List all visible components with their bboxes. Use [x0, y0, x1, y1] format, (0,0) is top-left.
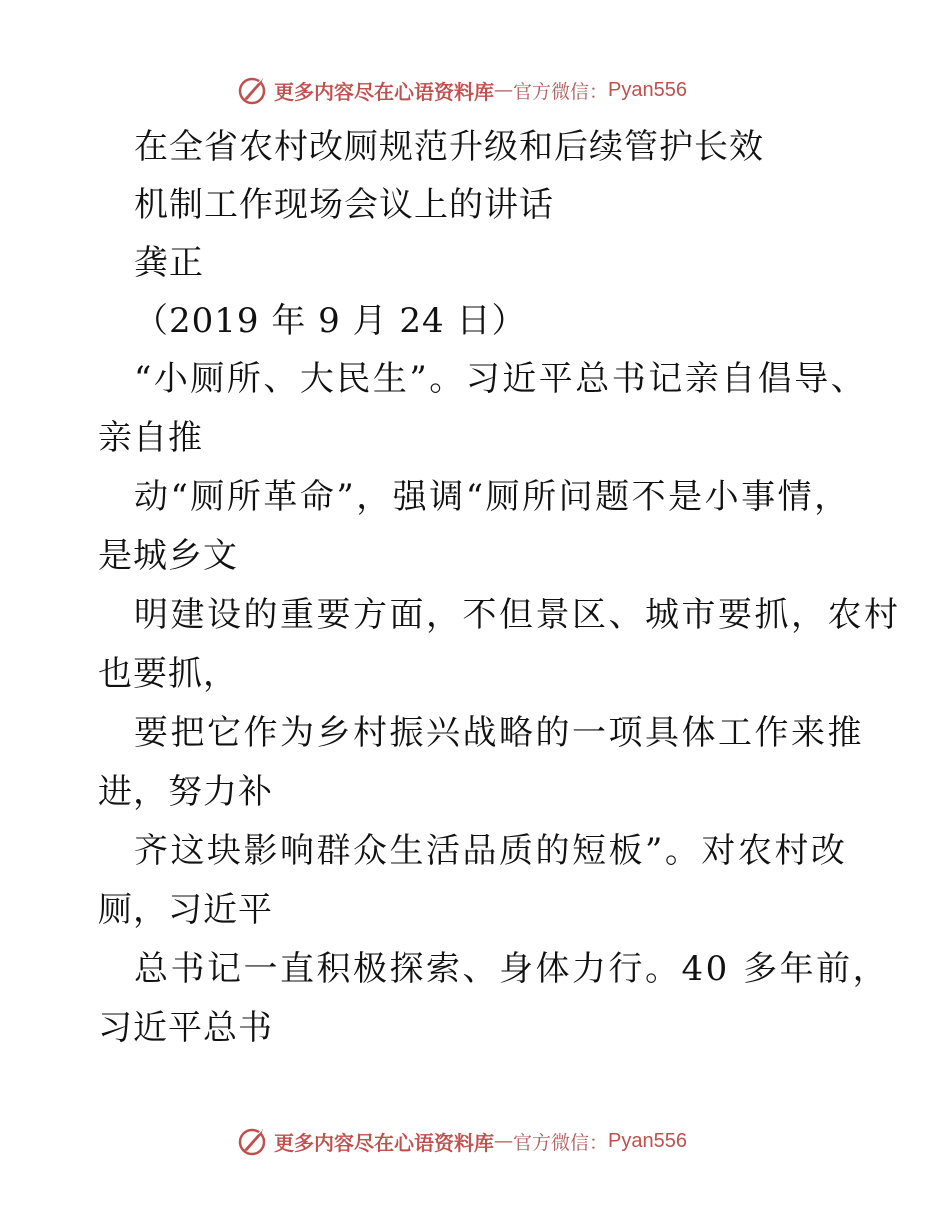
watermark-wechat-prefix: 官方微信： — [513, 80, 609, 103]
watermark-text: 更多内容尽在心语资料库 — [274, 79, 494, 104]
watermark-separator: — — [494, 79, 513, 101]
watermark-wechat-id: Pyan556 — [608, 78, 687, 101]
paragraph-line: 厕，习近平 — [98, 890, 273, 930]
watermark-text: 更多内容尽在心语资料库 — [274, 1130, 494, 1155]
watermark-banner-bottom — [0, 1121, 950, 1161]
paragraph-line: 明建设的重要方面，不但景区、城市要抓，农村 — [134, 595, 901, 635]
paragraph-line: 也要抓， — [98, 654, 238, 694]
watermark-wechat-id: Pyan556 — [608, 1129, 687, 1152]
paragraph-line: 动“厕所革命”，强调“厕所问题不是小事情， — [134, 477, 851, 517]
paragraph-line: 总书记一直积极探索、身体力行。40 多年前， — [134, 949, 890, 989]
paragraph-line: “小厕所、大民生”。习近平总书记亲自倡导、 — [134, 359, 868, 399]
paragraph-line: 亲自推 — [98, 418, 203, 458]
watermark-separator: — — [494, 1130, 513, 1152]
quill-pen-circle-icon — [236, 1125, 268, 1157]
paragraph-line: 习近平总书 — [98, 1008, 273, 1048]
paragraph-line: 齐这块影响群众生活品质的短板”。对农村改 — [134, 831, 848, 871]
author: 龚正 — [134, 243, 204, 283]
title-line-2: 机制工作现场会议上的讲话 — [134, 185, 554, 225]
paragraph-line: 进，努力补 — [98, 772, 273, 812]
quill-pen-circle-icon — [236, 74, 268, 106]
date-line: （2019 年 9 月 24 日） — [134, 301, 527, 341]
watermark-banner-top — [0, 70, 950, 110]
paragraph-line: 是城乡文 — [98, 536, 238, 576]
title-line-1: 在全省农村改厕规范升级和后续管护长效 — [134, 127, 764, 167]
watermark-wechat-prefix: 官方微信： — [513, 1131, 609, 1154]
paragraph-line: 要把它作为乡村振兴战略的一项具体工作来推 — [134, 713, 864, 753]
